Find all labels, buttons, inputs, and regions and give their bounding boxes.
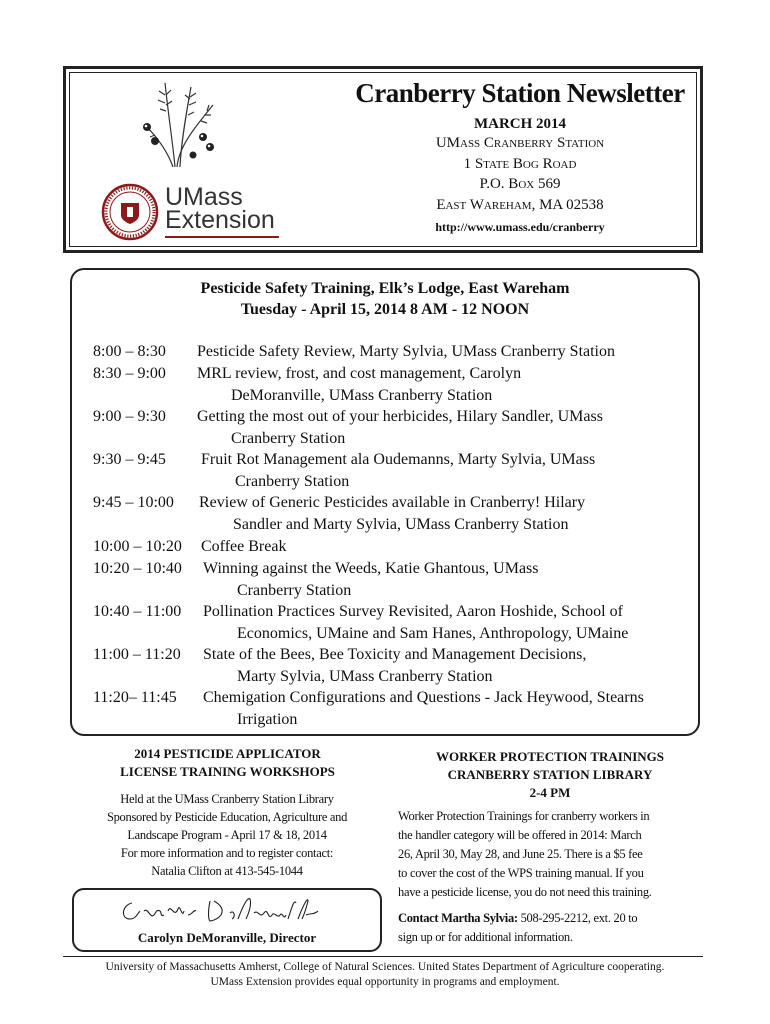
worker-heading: WORKER PROTECTION TRAININGS CRANBERRY STATION LIBRARY 2-4 PM — [435, 749, 665, 800]
director-name: Carolyn DeMoranville, Director — [137, 930, 317, 945]
issue-date: MARCH 2014 — [473, 116, 567, 132]
footer-text: UMass Extension provides equal opportunity in programs and employment. — [210, 976, 560, 988]
schedule-time: 10:40 – 11:00 — [93, 603, 182, 620]
schedule-time: 9:00 – 9:30 — [93, 408, 166, 425]
training-date: Tuesday - April 15, 2014 8 AM - 12 NOON — [240, 301, 530, 318]
training-title: Pesticide Safety Training, Elk’s Lodge, East Wareham — [200, 280, 570, 297]
worker-contact: Contact Martha Sylvia: 508-295-2212, ext. 20 to sign up or for additional information. — [398, 911, 638, 944]
schedule-description: Irrigation — [237, 710, 298, 728]
schedule-description: MRL review, frost, and cost management, Carolyn — [197, 365, 522, 382]
schedule-description: Cranberry Station — [235, 472, 350, 490]
schedule-time: 9:30 – 9:45 — [93, 451, 166, 468]
schedule-time: 8:00 – 8:30 — [93, 343, 166, 360]
address-line: 1 State Bog Road — [463, 156, 577, 172]
schedule-description: Getting the most out of your herbicides, Hilary Sandler, UMass — [197, 408, 603, 425]
schedule-description: Pesticide Safety Review, Marty Sylvia, UMass Cranberry Station — [197, 343, 615, 360]
license-details: Held at the UMass Cranberry Station Library Sponsored by Pesticide Education, Agriculture and Landscape Program - April 17 & 18, 2014 For more information and to register contact: Natalia Clifton at 413-545-1044 — [106, 792, 348, 878]
schedule-time: 8:30 – 9:00 — [93, 365, 166, 382]
worker-details: Worker Protection Trainings for cranberry workers in the handler category will be offered in 2014: March 26, April 30, May 28, and June 25. There is a $5 fee to cover the cost of the WPS training manual. If you have a pesticide license, you do not need this training. — [398, 809, 652, 899]
footer-text: University of Massachusetts Amherst, College of Natural Sciences. United States Department of Agriculture cooperating. — [105, 961, 665, 973]
address-line: P.O. Box 569 — [479, 176, 561, 192]
schedule-description: Fruit Rot Management ala Oudemanns, Marty Sylvia, UMass — [201, 451, 596, 468]
license-heading: 2014 PESTICIDE APPLICATOR LICENSE TRAINING WORKSHOPS — [120, 746, 335, 779]
schedule-description: Cranberry Station — [231, 429, 346, 447]
schedule-description: Pollination Practices Survey Revisited, Aaron Hoshide, School of — [203, 603, 623, 620]
umass-seal-icon — [101, 183, 159, 241]
schedule-description: Review of Generic Pesticides available in Cranberry! Hilary — [199, 494, 586, 511]
schedule-description: Economics, UMaine and Sam Hanes, Anthropology, UMaine — [237, 624, 629, 642]
address-line: UMass Cranberry Station — [435, 135, 605, 151]
extension-logo-text: UMass Extension — [165, 183, 275, 234]
schedule-description: Sandler and Marty Sylvia, UMass Cranberry Station — [233, 515, 569, 533]
schedule-description: Marty Sylvia, UMass Cranberry Station — [237, 667, 493, 685]
schedule-time: 9:45 – 10:00 — [93, 494, 174, 511]
schedule-description: Cranberry Station — [237, 581, 352, 599]
schedule-time: 10:00 – 10:20 — [93, 538, 182, 555]
schedule-description: DeMoranville, UMass Cranberry Station — [231, 386, 493, 404]
schedule-time: 11:00 – 11:20 — [93, 646, 181, 663]
schedule-time: 11:20– 11:45 — [93, 689, 177, 706]
director-signature — [118, 893, 338, 929]
cranberry-plant-icon — [135, 75, 225, 170]
newsletter-title: Cranberry Station Newsletter — [355, 78, 685, 108]
logo-underline — [165, 236, 279, 238]
schedule-description: Coffee Break — [201, 538, 287, 555]
website-link[interactable]: http://www.umass.edu/cranberry — [435, 220, 605, 234]
address-line: East Wareham, MA 02538 — [436, 197, 604, 213]
footer-divider — [63, 956, 703, 957]
schedule-description: Winning against the Weeds, Katie Ghantous, UMass — [203, 560, 539, 577]
schedule-description: State of the Bees, Bee Toxicity and Management Decisions, — [203, 646, 587, 663]
schedule-description: Chemigation Configurations and Questions - Jack Heywood, Stearns — [203, 689, 644, 706]
schedule-time: 10:20 – 10:40 — [93, 560, 182, 577]
